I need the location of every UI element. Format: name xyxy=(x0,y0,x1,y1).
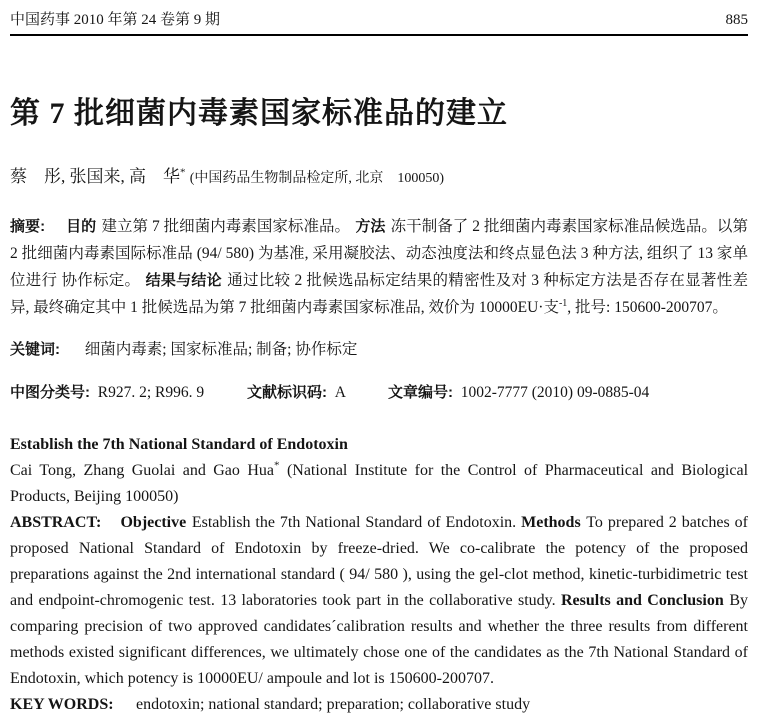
objective-label-cn: 目的 xyxy=(66,218,97,235)
doc-code-label: 文献标识码: xyxy=(246,384,327,401)
english-section xyxy=(10,432,748,718)
keywords-line-cn xyxy=(10,337,748,359)
keywords-label-cn: 关键词: xyxy=(10,341,60,358)
keywords-label-en: KEY WORDS: xyxy=(10,696,114,713)
keywords-line-en xyxy=(10,692,748,718)
page-header xyxy=(10,0,748,29)
article-title-en: Establish the 7th National Standard of Endotoxin xyxy=(10,436,348,453)
abstract-en xyxy=(10,510,748,692)
abstract-label-en: ABSTRACT: xyxy=(10,514,102,531)
methods-text-en: To prepared 2 batches of proposed National Standard of Endotoxin by freeze-dried. We co-calibrate the potency of the proposed preparations against the 2nd international standard ( 94/ 580 ), using the gel-clot method, kinetic-turbidimetric test and endpoint-chromogenic test. 13 laboratories took part in the collaborative study. xyxy=(10,514,748,609)
objective-label-en: Objective xyxy=(120,514,187,531)
authors-line-en xyxy=(10,458,748,510)
classification-line xyxy=(10,381,748,402)
author-names-en: Cai Tong, Zhang Guolai and Gao Hua xyxy=(10,462,274,479)
corresponding-author-asterisk-cn: * xyxy=(180,166,186,179)
article-id-label: 文章编号: xyxy=(387,384,453,401)
header-divider xyxy=(10,34,748,36)
results-label-cn: 结果与结论 xyxy=(145,272,222,289)
potency-exponent: -1 xyxy=(558,297,568,309)
abstract-cn xyxy=(10,213,748,321)
methods-label-en: Methods xyxy=(521,514,581,531)
results-text-en: By comparing precision of two approved candidates´calibration results and whether the three results from different methods existed significant differences, we ultimately chose one of the candidates as the 7th National Standard of Endotoxin, which potency is 10000EU/ ampoule and lot is 150600-200707. xyxy=(10,592,749,687)
corresponding-author-asterisk-en: * xyxy=(274,459,280,472)
objective-text-en: Establish the 7th National Standard of Endotoxin. xyxy=(191,514,517,531)
keywords-text-cn: 细菌内毒素; 国家标准品; 制备; 协作标定 xyxy=(84,341,358,358)
abstract-label-cn: 摘要: xyxy=(10,218,46,235)
results-tail-cn: , 批号: 150600-200707。 xyxy=(567,299,728,316)
objective-text-cn: 建立第 7 批细菌内毒素国家标准品。 xyxy=(101,218,351,235)
results-label-en: Results and Conclusion xyxy=(561,592,724,609)
keywords-text-en: endotoxin; national standard; preparation; collaborative study xyxy=(135,696,531,713)
affiliation-en: (National Institute for the Control of Pharmaceutical and Biological Products, Beijing 100050) xyxy=(10,462,749,505)
affiliation-cn: (中国药品生物制品检定所, 北京 100050) xyxy=(189,171,445,186)
article-id-value: 1002-7777 (2010) 09-0885-04 xyxy=(460,384,650,401)
doc-code-value: A xyxy=(334,384,346,401)
clc-label: 中图分类号: xyxy=(10,384,90,401)
author-names-cn: 蔡 彤, 张国来, 高 华 xyxy=(10,167,180,186)
results-text-cn: 通过比较 2 批候选品标定结果的精密性及对 3 种标定方法是否存在显著性差异, 最终确定其中 1 批候选品为第 7 批细菌内毒素国家标准品, 效价为 10000EU·支 xyxy=(10,272,748,316)
methods-text-cn: 冻干制备了 2 批细菌内毒素国家标准品候选品。以第 2 批细菌内毒素国际标准品 (94/ 580) 为基准, 采用凝胶法、动态浊度法和终点显色法 3 种方法, 组织了 13 家单位进行 协作标定。 xyxy=(10,218,748,289)
authors-line-cn xyxy=(10,162,748,187)
article-title-cn: 第 7 批细菌内毒素国家标准品的建立 xyxy=(10,97,508,130)
methods-label-cn: 方法 xyxy=(355,218,386,235)
page-number: 885 xyxy=(725,12,748,28)
journal-title: 中国药事 2010 年第 24 卷第 9 期 xyxy=(10,12,221,28)
clc-value: R927. 2; R996. 9 xyxy=(97,384,205,401)
